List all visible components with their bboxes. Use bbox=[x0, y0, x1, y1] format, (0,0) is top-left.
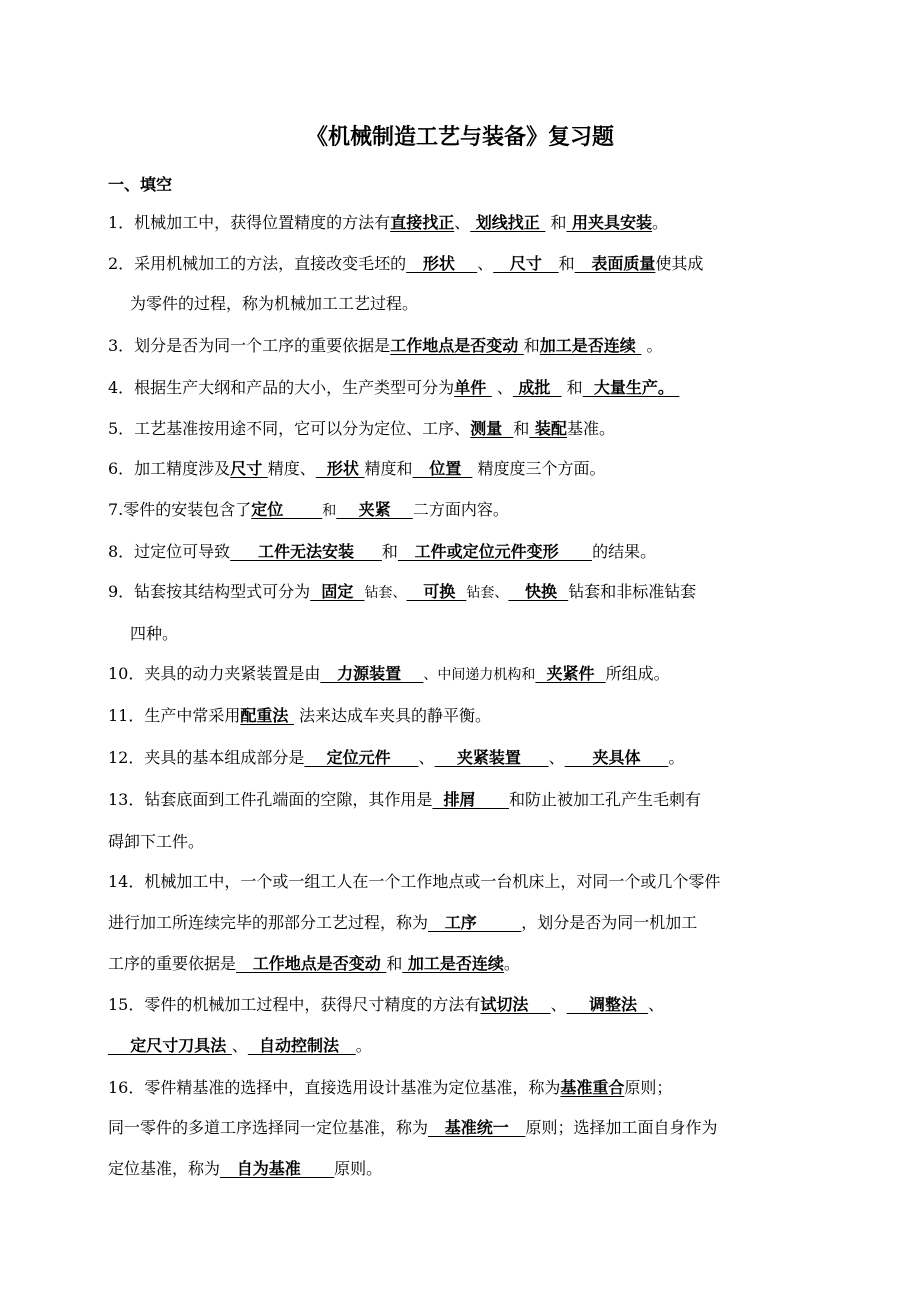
question-text: 、 bbox=[418, 748, 435, 767]
answer-blank: 形状 bbox=[406, 254, 478, 273]
question-text: 2．采用机械加工的方法，直接改变毛坯的 bbox=[108, 254, 407, 273]
answer-blank: 直接找正 bbox=[390, 213, 455, 232]
question-text: 法来达成车夹具的静平衡。 bbox=[293, 706, 492, 725]
question-line bbox=[108, 664, 820, 685]
question-text: 、 bbox=[491, 378, 513, 397]
question-text: 、 bbox=[648, 995, 665, 1014]
answer-blank: 调整法 bbox=[566, 995, 649, 1014]
question-text: 、 bbox=[477, 254, 494, 273]
answer-blank: 夹紧装置 bbox=[434, 748, 549, 767]
question-text: 和 bbox=[545, 213, 567, 232]
question-text: 。 bbox=[668, 748, 685, 767]
question-line bbox=[108, 1036, 820, 1056]
question-text: 12．夹具的基本组成部分是 bbox=[108, 748, 305, 767]
question-text: 8．过定位可导致 bbox=[108, 542, 231, 561]
question-text: 四种。 bbox=[130, 624, 179, 643]
question-text: 原则； bbox=[624, 1078, 673, 1097]
question-text: 14．机械加工中，一个或一组工人在一个工作地点或一台机床上，对同一个或几个零件 bbox=[108, 872, 721, 891]
question-text: 、 bbox=[550, 995, 567, 1014]
answer-blank: 配重法 bbox=[240, 706, 294, 725]
answer-blank: 单件 bbox=[454, 378, 492, 397]
answer-blank: 表面质量 bbox=[574, 254, 656, 273]
question-text: 。 bbox=[652, 213, 669, 232]
question-text: 10．夹具的动力夹紧装置是由 bbox=[108, 664, 321, 683]
question-text: 和 bbox=[381, 542, 398, 561]
answer-blank: 位置 bbox=[412, 459, 473, 478]
question-text: 13．钻套底面到工件孔端面的空隙，其作用是 bbox=[108, 790, 433, 809]
question-text: 5．工艺基准按用途不同，它可以分为定位、工序、 bbox=[108, 419, 471, 438]
question-text: 、 bbox=[231, 1036, 248, 1055]
answer-blank: 自为基准 bbox=[220, 1159, 335, 1178]
section-heading: 一、填空 bbox=[108, 175, 173, 194]
answer-blank: 测量 bbox=[470, 419, 514, 438]
question-line bbox=[108, 1159, 820, 1179]
question-line bbox=[108, 1118, 820, 1138]
answer-blank: 尺寸 bbox=[493, 254, 559, 273]
question-line bbox=[108, 790, 820, 810]
answer-blank: 定位元件 bbox=[304, 748, 419, 767]
question-text: 原则。 bbox=[334, 1159, 383, 1178]
answer-blank: 装配 bbox=[529, 419, 567, 438]
answer-blank: 定位 bbox=[251, 500, 323, 519]
answer-blank: 试切法 bbox=[480, 995, 551, 1014]
question-text: 精度度三个方面。 bbox=[472, 459, 606, 478]
answer-blank: 尺寸 bbox=[230, 459, 268, 478]
answer-blank: 自动控制法 bbox=[247, 1036, 356, 1055]
question-text: 的结果。 bbox=[592, 542, 657, 561]
question-line bbox=[108, 254, 820, 274]
question-line bbox=[108, 748, 820, 768]
question-text: 7.零件的安装包含了 bbox=[108, 500, 252, 519]
question-text: 为零件的过程，称为机械加工工艺过程。 bbox=[130, 294, 419, 313]
question-line bbox=[108, 459, 820, 479]
answer-blank: 夹紧件 bbox=[535, 664, 606, 683]
question-text: 。 bbox=[355, 1036, 372, 1055]
answer-blank: 基准重合 bbox=[560, 1078, 625, 1097]
question-line bbox=[108, 336, 820, 356]
question-text: 11．生产中常采用 bbox=[108, 706, 241, 725]
question-text: 同一零件的多道工序选择同一定位基准，称为 bbox=[108, 1118, 429, 1137]
question-text: 精度和 bbox=[364, 459, 413, 478]
question-text: 1．机械加工中，获得位置精度的方法有 bbox=[108, 213, 391, 232]
question-text: 原则；选择加工面自身作为 bbox=[525, 1118, 718, 1137]
question-text: 15．零件的机械加工过程中，获得尺寸精度的方法有 bbox=[108, 995, 481, 1014]
question-line bbox=[130, 294, 842, 314]
question-text: 碍卸下工件。 bbox=[108, 832, 205, 851]
question-text: 基准。 bbox=[566, 419, 615, 438]
answer-blank: 加工是否连续 bbox=[539, 336, 642, 355]
question-line bbox=[108, 706, 820, 726]
question-text: 工序的重要依据是 bbox=[108, 954, 237, 973]
question-line bbox=[108, 954, 820, 974]
answer-blank: 划线找正 bbox=[470, 213, 546, 232]
answer-blank: 工件无法安装 bbox=[230, 542, 382, 561]
question-text: 钻套、 bbox=[364, 585, 407, 601]
answer-blank: 可换 bbox=[406, 582, 467, 601]
question-text: 3．划分是否为同一个工序的重要依据是 bbox=[108, 336, 391, 355]
question-text: 钻套和非标准钻套 bbox=[568, 582, 697, 601]
question-text: 、 bbox=[454, 213, 471, 232]
question-text: ，划分是否为同一机加工 bbox=[521, 913, 698, 932]
question-line bbox=[108, 500, 820, 521]
question-text: 所组成。 bbox=[605, 664, 670, 683]
question-line bbox=[130, 624, 842, 644]
answer-blank: 固定 bbox=[310, 582, 365, 601]
page-title: 《机械制造工艺与装备》复习题 bbox=[305, 125, 614, 150]
answer-blank: 快换 bbox=[508, 582, 569, 601]
question-text: 精度、 bbox=[267, 459, 316, 478]
question-line bbox=[108, 213, 820, 233]
question-text: 和 bbox=[513, 419, 530, 438]
question-text: 。 bbox=[503, 954, 520, 973]
question-text: 、 bbox=[548, 748, 565, 767]
answer-blank: 夹紧 bbox=[336, 500, 413, 519]
answer-blank: 形状 bbox=[315, 459, 365, 478]
question-text: 4．根据生产大纲和产品的大小，生产类型可分为 bbox=[108, 378, 455, 397]
question-text: 二方面内容。 bbox=[412, 500, 509, 519]
question-line bbox=[108, 913, 820, 933]
question-text: 和 bbox=[322, 503, 337, 519]
question-line bbox=[108, 995, 820, 1015]
question-text: 、中间递力机构和 bbox=[423, 667, 536, 683]
answer-blank: 排屑 bbox=[432, 790, 509, 809]
question-line bbox=[108, 378, 820, 398]
answer-blank: 工件或定位元件变形 bbox=[397, 542, 593, 561]
answer-blank: 工作地点是否变动 bbox=[390, 336, 524, 355]
answer-blank: 定尺寸刀具法 bbox=[108, 1036, 232, 1055]
answer-blank: 工序 bbox=[428, 913, 522, 932]
question-text: 定位基准，称为 bbox=[108, 1159, 221, 1178]
question-text: 进行加工所连续完毕的那部分工艺过程，称为 bbox=[108, 913, 429, 932]
question-line bbox=[108, 582, 820, 603]
question-line bbox=[108, 832, 820, 852]
answer-blank: 基准统一 bbox=[428, 1118, 526, 1137]
answer-blank: 工作地点是否变动 bbox=[236, 954, 387, 973]
question-text: 和防止被加工孔产生毛刺有 bbox=[508, 790, 701, 809]
answer-blank: 成批 bbox=[512, 378, 562, 397]
answer-blank: 夹具体 bbox=[564, 748, 669, 767]
question-text: 和 bbox=[558, 254, 575, 273]
question-text: 和 bbox=[561, 378, 583, 397]
question-line bbox=[108, 542, 820, 562]
answer-blank: 用夹具安装 bbox=[566, 213, 653, 232]
question-line bbox=[108, 1078, 820, 1098]
question-text: 16．零件精基准的选择中，直接选用设计基准为定位基准，称为 bbox=[108, 1078, 561, 1097]
answer-blank: 加工是否连续 bbox=[402, 954, 504, 973]
question-text: 。 bbox=[641, 336, 663, 355]
question-line bbox=[108, 872, 820, 892]
question-text: 6．加工精度涉及 bbox=[108, 459, 231, 478]
question-text: 钻套、 bbox=[466, 585, 509, 601]
answer-blank: 力源装置 bbox=[320, 664, 424, 683]
question-text: 和 bbox=[523, 336, 540, 355]
question-text: 和 bbox=[386, 954, 403, 973]
question-text: 使其成 bbox=[655, 254, 704, 273]
question-text: 9．钻套按其结构型式可分为 bbox=[108, 582, 311, 601]
answer-blank: 大量生产。 bbox=[582, 378, 680, 397]
question-line bbox=[108, 419, 820, 439]
